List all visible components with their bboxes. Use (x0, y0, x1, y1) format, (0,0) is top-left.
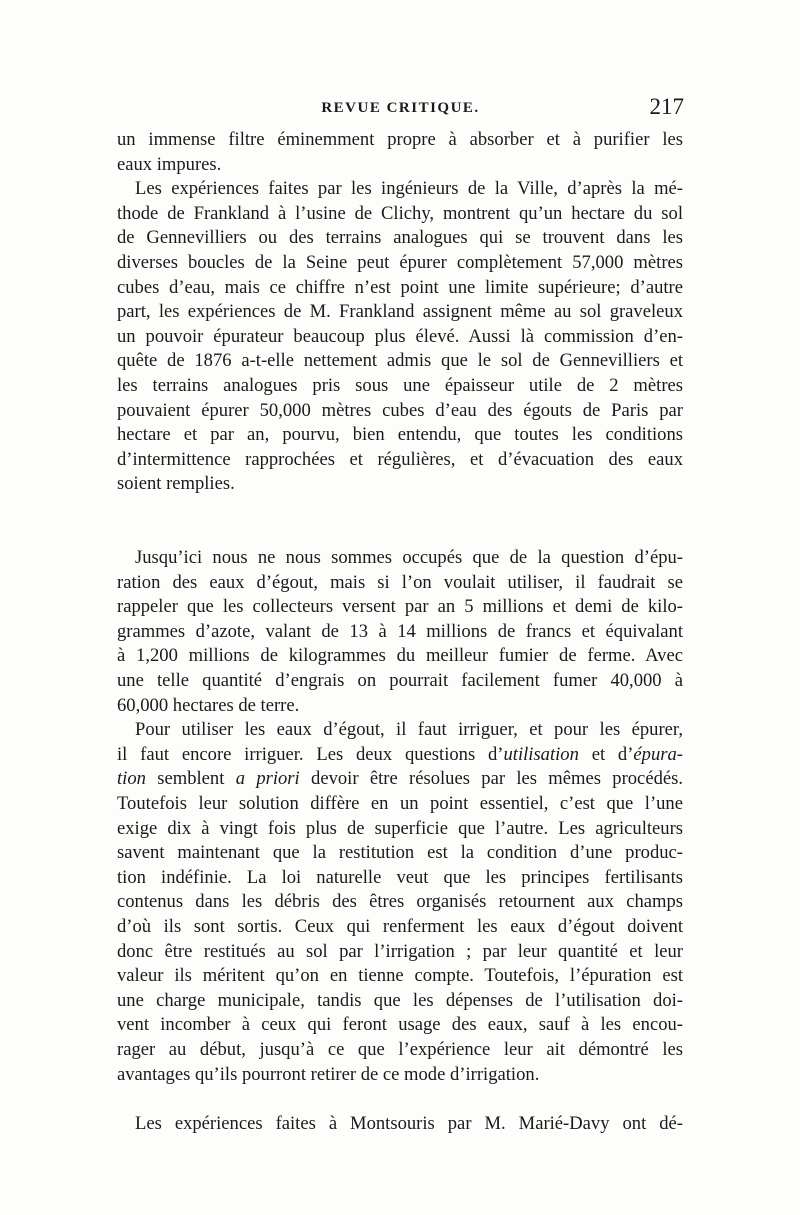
paragraph (117, 718, 683, 1087)
running-head (117, 96, 684, 124)
italic-term: a priori (235, 768, 300, 790)
text-line: donc être restitués au sol par l’irrigation ; par leur quantité et leur (117, 940, 683, 962)
text-run: il faut encore irriguer. Les deux questions d’ (117, 743, 504, 765)
text-line: grammes d’azote, valant de 13 à 14 millions de francs et équivalant (117, 620, 683, 642)
text-line: Les expériences faites par les ingénieurs de la Ville, d’après la mé- (135, 178, 683, 200)
text-run: semblent (145, 768, 236, 790)
text-line: pouvaient épurer 50,000 mètres cubes d’eau des égouts de Paris par (117, 399, 683, 421)
text-line (117, 767, 683, 792)
italic-term: tion (117, 768, 146, 790)
text-line: Les expériences faites à Montsouris par M. Marié-Davy ont dé- (135, 1112, 683, 1134)
page-number: 217 (649, 94, 684, 119)
text-line: les terrains analogues pris sous une épaisseur utile de 2 mètres (117, 374, 683, 396)
text-line: part, les expériences de M. Frankland assignent même au sol graveleux (117, 301, 683, 323)
italic-term: épura- (633, 743, 683, 765)
text-line: à 1,200 millions de kilogrammes du meilleur fumier de ferme. Avec (117, 645, 683, 667)
text-line: exige dix à vingt fois plus de superficie que l’autre. Les agriculteurs (117, 817, 683, 839)
text-line: valeur ils méritent qu’on en tienne compte. Toutefois, l’épuration est (117, 965, 683, 987)
text-line: quête de 1876 a-t-elle nettement admis que le sol de Gennevilliers et (117, 350, 683, 372)
text-line: Toutefois leur solution diffère en un point essentiel, c’est que l’une (117, 793, 683, 815)
text-line: Pour utiliser les eaux d’égout, il faut irriguer, et pour les épurer, (135, 719, 683, 741)
text-line: ration des eaux d’égout, mais si l’on voulait utiliser, il faudrait se (117, 571, 683, 593)
text-line: de Gennevilliers ou des terrains analogues qui se trouvent dans les (117, 227, 683, 249)
text-run: et d’ (578, 743, 634, 765)
italic-term: utilisation (503, 743, 579, 765)
text-line: une telle quantité d’engrais on pourrait facilement fumer 40,000 à (117, 670, 683, 692)
text-line: tion indéfinie. La loi naturelle veut que les principes fertilisants (117, 866, 683, 888)
text-line: thode de Frankland à l’usine de Clichy, montrent qu’un hectare du sol (117, 202, 683, 224)
text-line (117, 743, 683, 768)
text-line: une charge municipale, tandis que les dépenses de l’utilisation doi- (117, 989, 683, 1011)
body-text (117, 128, 683, 1136)
paragraph (117, 546, 683, 718)
text-line: Jusqu’ici nous ne nous sommes occupés que de la question d’épu- (135, 547, 683, 569)
running-title: REVUE CRITIQUE. (321, 100, 480, 116)
text-line: cubes d’eau, mais ce chiffre n’est point une limite supérieure; d’autre (117, 276, 683, 298)
text-line: rappeler que les collecteurs versent par an 5 millions et demi de kilo- (117, 596, 683, 618)
blank-line (117, 497, 683, 522)
text-line: soient remplies. (117, 473, 235, 495)
text-line: hectare et par an, pourvu, bien entendu, que toutes les conditions (117, 424, 683, 446)
blank-line (117, 1087, 683, 1112)
text-line: diverses boucles de la Seine peut épurer complètement 57,000 mètres (117, 251, 683, 273)
text-line: savent maintenant que la restitution est la condition d’une produc- (117, 842, 683, 864)
text-line: un immense filtre éminemment propre à absorber et à purifier les (117, 129, 683, 150)
paragraph (117, 128, 683, 177)
text-line: d’où ils sont sortis. Ceux qui renferment les eaux d’égout doivent (117, 916, 683, 937)
text-line: vent incomber à ceux qui feront usage des eaux, sauf à les encou- (117, 1014, 683, 1036)
text-run: devoir être résolues par les mêmes procédés. (299, 768, 683, 790)
text-line: eaux impures. (117, 153, 222, 175)
text-line: 60,000 hectares de terre. (117, 694, 300, 716)
text-line: avantages qu’ils pourront retirer de ce mode d’irrigation. (117, 1063, 540, 1085)
text-line: rager au début, jusqu’à ce que l’expérience leur ait démontré les (117, 1038, 683, 1060)
paragraph (117, 1112, 683, 1137)
text-line: contenus dans les débris des êtres organisés retournent aux champs (117, 891, 683, 913)
text-line: d’intermittence rapprochées et régulières, et d’évacuation des eaux (117, 448, 683, 470)
paragraph (117, 177, 683, 497)
blank-line (117, 522, 683, 547)
text-line: un pouvoir épurateur beaucoup plus élevé. Aussi là commission d’en- (117, 325, 683, 347)
